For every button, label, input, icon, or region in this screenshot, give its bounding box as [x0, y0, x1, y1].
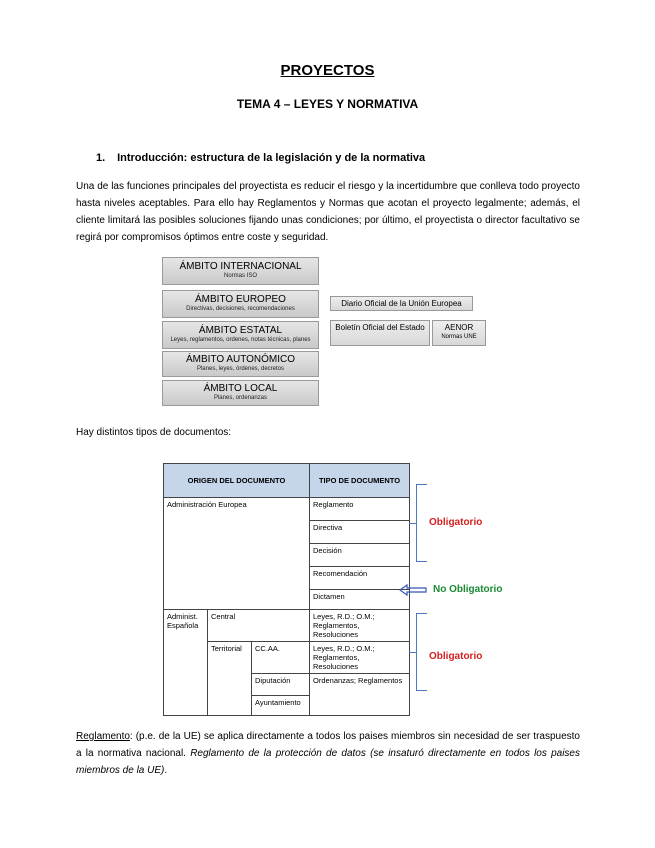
territorial-cell: Territorial: [208, 642, 252, 716]
brace-es-obligatorio: [416, 613, 417, 691]
admin-espanola-cell: Administ. Española: [164, 610, 208, 716]
level-europeo: [162, 290, 319, 318]
admin-europea-cell: Administración Europea: [164, 498, 310, 610]
level-local: [162, 380, 319, 406]
section-number: 1.: [96, 152, 106, 164]
arrow-left-icon: [399, 584, 427, 596]
type-cell: Leyes, R.D.; O.M.; Reglamentos, Resoluciones: [310, 610, 410, 642]
label-obligatorio-es: Obligatorio: [429, 651, 483, 662]
reglamento-example: Reglamento de la protección de datos (se insaturó directamente en todos los paises miembros de la UE): [76, 748, 580, 776]
boletin-text: Boletín Oficial del Estado: [335, 323, 425, 332]
type-cell: Dictamen: [310, 590, 410, 610]
label-obligatorio-eu: Obligatorio: [429, 517, 483, 528]
central-cell: Central: [208, 610, 310, 642]
level-subtitle: Leyes, reglamentos, ordenes, notas técnicas, planes: [170, 337, 311, 343]
brace-eu-obligatorio: [416, 484, 417, 562]
diario-oficial-box: Diario Oficial de la Unión Europea: [330, 296, 473, 311]
level-title: ÁMBITO ESTATAL: [198, 325, 283, 336]
level-subtitle: Directivas, decisiones, recomendaciones: [186, 306, 295, 312]
level-title: ÁMBITO INTERNACIONAL: [179, 261, 302, 272]
ccaa-cell: CC.AA.: [252, 642, 310, 674]
type-cell: Ordenanzas; Reglamentos: [310, 674, 410, 716]
type-cell: Leyes, R.D.; O.M.; Reglamentos, Resoluciones: [310, 642, 410, 674]
type-cell: Decisión: [310, 544, 410, 567]
header-origen: ORIGEN DEL DOCUMENTO: [164, 464, 310, 498]
table-header-row: [164, 464, 410, 498]
type-cell: Directiva: [310, 521, 410, 544]
label-no-obligatorio: No Obligatorio: [433, 584, 503, 595]
level-title: ÁMBITO AUTONÓMICO: [185, 354, 296, 365]
document-subtitle: TEMA 4 – LEYES Y NORMATIVA: [236, 97, 419, 111]
level-autonomico: [162, 351, 319, 377]
document-types-table: [163, 463, 410, 716]
section-heading-text: Introducción: estructura de la legislación y de la normativa: [117, 152, 426, 164]
level-subtitle: Planes, leyes, órdenes, decretos: [196, 366, 285, 372]
type-cell: Reglamento: [310, 498, 410, 521]
ayuntamiento-cell: Ayuntamiento: [252, 696, 310, 716]
reglamento-term: Reglamento: [76, 731, 130, 742]
table-row: [164, 498, 410, 521]
aenor-box: [432, 320, 486, 346]
type-cell: Recomendación: [310, 567, 410, 590]
header-tipo: TIPO DE DOCUMENTO: [310, 464, 410, 498]
reglamento-end: .: [164, 765, 168, 776]
aenor-subtitle: Normas UNE: [441, 334, 477, 340]
level-internacional: [162, 257, 319, 285]
level-title: ÁMBITO LOCAL: [203, 383, 278, 394]
level-title: ÁMBITO EUROPEO: [195, 294, 286, 305]
boletin-oficial-box: [330, 320, 430, 346]
level-subtitle: Normas ISO: [223, 273, 257, 279]
reglamento-paragraph: [76, 728, 580, 779]
table-row: [164, 610, 410, 642]
intro-paragraph: Una de las funciones principales del proyectista es reducir el riesgo y la incertidumbre que conlleva todo proyecto hasta niveles aceptables. Para ello hay Reglamentos y Normas que acotan el proyecto legalmente; además, el cliente limitará las posibles soluciones fijando unas condiciones; por último, el proyectista o director facultativo se regirá por compromisos óptimos entre coste y seguridad.: [76, 181, 580, 243]
aenor-title: AENOR: [444, 323, 474, 332]
reglamento-text: : (p.e. de la UE) se aplica directamente a todos los paises miembros sin necesidad de ser traspuesto a la normativa nacional.: [76, 731, 580, 759]
level-subtitle: Planes, ordenanzas: [213, 395, 268, 401]
section-heading: [96, 152, 425, 164]
diputacion-cell: Diputación: [252, 674, 310, 696]
document-title: PROYECTOS: [280, 62, 375, 79]
level-estatal: [162, 321, 319, 349]
documents-intro: Hay distintos tipos de documentos:: [76, 427, 232, 438]
